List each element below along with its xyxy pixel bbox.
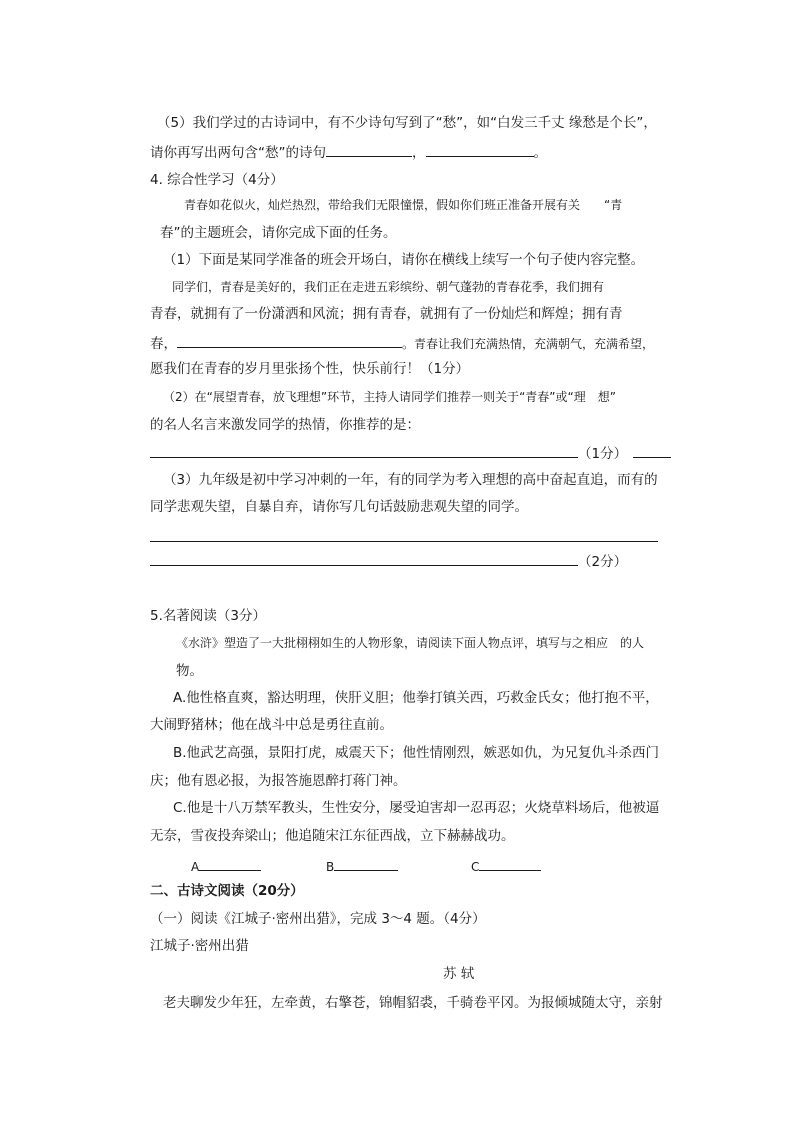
comma: ， [412, 145, 426, 161]
q5-b-line1: B.他武艺高强，景阳打虎，威震天下；他性情刚烈，嫉恶如仇，为兄复仇斗杀西门 [173, 745, 660, 761]
poem-line1: 老夫聊发少年狂，左牵黄，右擎苍，锦帽貂裘，千骑卷平冈。为报倾城随太守，亲射 [163, 995, 663, 1011]
q5-heading: 5.名著阅读（3分） [150, 608, 266, 624]
q4-task3-line1: （3）九年级是初中学习冲刺的一年，有的同学为考入理想的高中奋起直追，而有的 [163, 472, 658, 488]
label-b: B [326, 860, 335, 874]
answer-blank-3[interactable] [177, 334, 402, 348]
poem-title: 江城子·密州出猎 [150, 938, 249, 954]
answer-blank-c[interactable] [479, 857, 541, 871]
label-a: A [191, 860, 200, 874]
q5-intro-line1: 《水浒》塑造了一大批栩栩如生的人物形象，请阅读下面人物点评，填写与之相应 的人 [176, 636, 645, 650]
poem-author: 苏 轼 [443, 966, 475, 982]
q5-intro-line2: 物。 [176, 663, 203, 679]
q5-answer-c [471, 857, 541, 874]
q5-sub5-line2 [150, 143, 547, 161]
period: 。 [533, 145, 547, 161]
para3-end: 。青春让我们充满热情，充满朝气，充满希望， [402, 337, 655, 351]
answer-blank-2[interactable] [426, 143, 534, 157]
answer-blank-7[interactable] [150, 552, 578, 566]
q5-sub5-prompt: 请你再写出两句含“愁”的诗句 [150, 145, 326, 161]
q4-intro-line2: 春”的主题班会，请你完成下面的任务。 [160, 225, 397, 241]
q4-task3-line2: 同学悲观失望，自暴自弃，请你写几句话鼓励悲观失望的同学。 [150, 499, 528, 515]
answer-blank-5[interactable] [633, 444, 671, 458]
section2-sub1: （一）阅读《江城子·密州出猎》，完成 3～4 题。（4分） [150, 911, 486, 927]
q4-task2-line2: 的名人名言来激发同学的热情，你推荐的是： [150, 417, 420, 433]
q5-c-line1: C.他是十八万禁军教头，生性安分，屡受迫害却一忍再忍；火烧草料场后，他被逼 [173, 800, 660, 816]
answer-blank-a[interactable] [199, 857, 261, 871]
q4-para-line3 [150, 334, 654, 352]
para3-start: 春， [150, 336, 177, 352]
q5-a-line2: 大闹野猪林；他在战斗中总是勇往直前。 [150, 717, 393, 733]
q4-para-line1: 同学们，青春是美好的，我们正在走进五彩缤纷、朝气蓬勃的青春花季，我们拥有 [172, 280, 605, 294]
q5-a-line1: A.他性格直爽，豁达明理，侠肝义胆；他拳打镇关西，巧救金氏女；他打抱不平， [173, 690, 659, 706]
q4-para-line2: 青春，就拥有了一份潇洒和风流；拥有青春，就拥有了一份灿烂和辉煌；拥有青 [150, 306, 623, 322]
q5-sub5-line1: （5）我们学过的古诗词中，有不少诗句写到了“愁”，如“白发三千丈 缘愁是个长”， [157, 115, 657, 131]
task3-score: （2分） [578, 554, 628, 570]
label-c: C [471, 860, 480, 874]
q4-intro-line1: 青春如花似火，灿烂热烈，带给我们无限憧憬，假如你们班正准备开展有关 “青 [184, 198, 623, 212]
q4-para-line4: 愿我们在青春的岁月里张扬个性，快乐前行！（1分） [150, 361, 470, 377]
q5-b-line2: 庆；他有恩必报，为报答施恩醉打蒋门神。 [150, 773, 407, 789]
task2-score: （1分） [578, 446, 628, 462]
q4-task1: （1）下面是某同学准备的班会开场白，请你在横线上续写一个句子使内容完整。 [163, 252, 645, 268]
answer-line-6[interactable] [150, 541, 658, 542]
q5-c-line2: 无奈，雪夜投奔梁山；他追随宋江东征西战，立下赫赫战功。 [150, 828, 515, 844]
q4-task3-answer-line [150, 552, 627, 570]
q5-answer-a [191, 857, 261, 874]
answer-blank-b[interactable] [334, 857, 398, 871]
q4-heading: 4. 综合性学习（4分） [150, 172, 284, 188]
q5-answer-b [326, 857, 398, 874]
section2-heading: 二、古诗文阅读（20分） [150, 883, 304, 899]
answer-blank-4[interactable] [150, 444, 578, 458]
answer-blank-1[interactable] [326, 143, 412, 157]
q4-task2-answer-line [150, 444, 671, 462]
q4-task2-line1: （2）在“展望青春，放飞理想”环节，主持人请同学们推荐一则关于“青春”或“理 想” [163, 390, 616, 404]
